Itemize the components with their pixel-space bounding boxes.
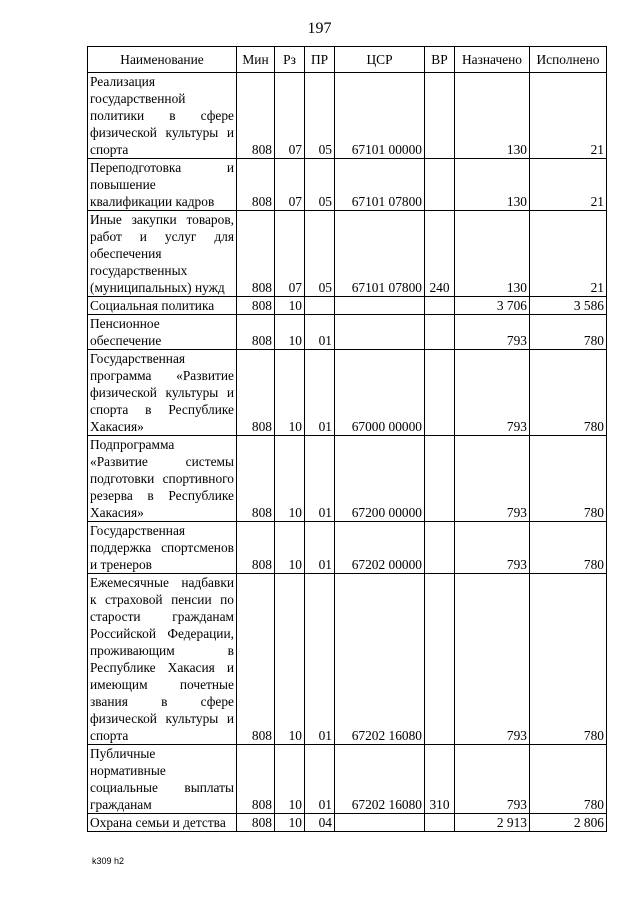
- row-csr: 67000 00000: [335, 350, 425, 436]
- row-vr: [425, 297, 455, 315]
- table-row: [88, 315, 607, 350]
- row-vr: [425, 350, 455, 436]
- row-assigned: 793: [455, 350, 530, 436]
- row-name: Государственная поддержка спортсменов и тренеров: [88, 522, 237, 574]
- row-min: 808: [237, 315, 275, 350]
- row-assigned: 130: [455, 73, 530, 159]
- row-executed: 780: [530, 522, 607, 574]
- row-vr: [425, 814, 455, 832]
- row-pr: 01: [305, 315, 335, 350]
- row-vr: [425, 574, 455, 745]
- row-csr: [335, 297, 425, 315]
- row-vr: 240: [425, 211, 455, 297]
- row-min: 808: [237, 159, 275, 211]
- row-name: Пенсионное обеспечение: [88, 315, 237, 350]
- row-name: Реализация государственной политики в сфере физической культуры и спорта: [88, 73, 237, 159]
- table-row: [88, 814, 607, 832]
- row-rz: 10: [275, 436, 305, 522]
- row-csr: 67200 00000: [335, 436, 425, 522]
- row-assigned: 2 913: [455, 814, 530, 832]
- row-csr: 67101 07800: [335, 211, 425, 297]
- header-name: Наименование: [88, 47, 237, 73]
- row-executed: 780: [530, 745, 607, 814]
- row-executed: 21: [530, 73, 607, 159]
- row-assigned: 793: [455, 436, 530, 522]
- footer-code: k309 h2: [92, 856, 125, 866]
- row-min: 808: [237, 350, 275, 436]
- budget-table: [87, 46, 607, 832]
- row-rz: 07: [275, 73, 305, 159]
- row-executed: 3 586: [530, 297, 607, 315]
- row-name: Подпрограмма «Развитие системы подготовки спортивного резерва в Республике Хакасия»: [88, 436, 237, 522]
- header-min: Мин: [237, 47, 275, 73]
- row-name: Социальная политика: [88, 297, 237, 315]
- row-pr: 04: [305, 814, 335, 832]
- row-name: Охрана семьи и детства: [88, 814, 237, 832]
- table-row: [88, 73, 607, 159]
- row-pr: 01: [305, 522, 335, 574]
- header-assigned: Назначено: [455, 47, 530, 73]
- row-assigned: 793: [455, 574, 530, 745]
- row-assigned: 793: [455, 745, 530, 814]
- row-name: Ежемесячные надбавки к страховой пенсии по старости гражданам Российской Федерации, проживающим в Республике Хакасия и имеющим почетные звания в сфере физической культуры и спорта: [88, 574, 237, 745]
- table-header-row: [88, 47, 607, 73]
- row-csr: 67202 16080: [335, 745, 425, 814]
- row-vr: [425, 159, 455, 211]
- row-vr: [425, 73, 455, 159]
- row-pr: 01: [305, 350, 335, 436]
- row-executed: 21: [530, 211, 607, 297]
- table-row: [88, 211, 607, 297]
- row-vr: [425, 315, 455, 350]
- table-row: [88, 745, 607, 814]
- table-row: [88, 350, 607, 436]
- row-assigned: 793: [455, 522, 530, 574]
- row-csr: 67202 00000: [335, 522, 425, 574]
- row-rz: 07: [275, 159, 305, 211]
- row-pr: 05: [305, 73, 335, 159]
- row-name: Переподготовка и повышение квалификации кадров: [88, 159, 237, 211]
- row-assigned: 3 706: [455, 297, 530, 315]
- row-pr: [305, 297, 335, 315]
- row-assigned: 130: [455, 211, 530, 297]
- row-rz: 10: [275, 297, 305, 315]
- row-csr: 67202 16080: [335, 574, 425, 745]
- row-executed: 780: [530, 315, 607, 350]
- row-rz: 10: [275, 745, 305, 814]
- row-name: Государственная программа «Развитие физической культуры и спорта в Республике Хакасия»: [88, 350, 237, 436]
- row-vr: [425, 436, 455, 522]
- row-executed: 2 806: [530, 814, 607, 832]
- row-rz: 10: [275, 574, 305, 745]
- row-csr: 67101 07800: [335, 159, 425, 211]
- row-csr: [335, 814, 425, 832]
- row-rz: 07: [275, 211, 305, 297]
- row-min: 808: [237, 73, 275, 159]
- row-min: 808: [237, 522, 275, 574]
- row-pr: 01: [305, 745, 335, 814]
- row-pr: 01: [305, 574, 335, 745]
- row-assigned: 793: [455, 315, 530, 350]
- row-min: 808: [237, 814, 275, 832]
- row-min: 808: [237, 211, 275, 297]
- row-rz: 10: [275, 814, 305, 832]
- row-min: 808: [237, 745, 275, 814]
- table-row: [88, 522, 607, 574]
- row-pr: 05: [305, 211, 335, 297]
- table-row: [88, 436, 607, 522]
- row-rz: 10: [275, 315, 305, 350]
- row-min: 808: [237, 574, 275, 745]
- row-executed: 780: [530, 574, 607, 745]
- row-executed: 780: [530, 436, 607, 522]
- row-pr: 01: [305, 436, 335, 522]
- row-rz: 10: [275, 350, 305, 436]
- header-executed: Исполнено: [530, 47, 607, 73]
- row-min: 808: [237, 436, 275, 522]
- row-pr: 05: [305, 159, 335, 211]
- row-csr: [335, 315, 425, 350]
- row-executed: 21: [530, 159, 607, 211]
- table-row: [88, 574, 607, 745]
- row-vr: [425, 522, 455, 574]
- page-number: 197: [307, 20, 332, 37]
- row-min: 808: [237, 297, 275, 315]
- header-pr: ПР: [305, 47, 335, 73]
- row-rz: 10: [275, 522, 305, 574]
- row-name: Иные закупки товаров, работ и услуг для обеспечения государственных (муниципальных) нужд: [88, 211, 237, 297]
- row-name: Публичные нормативные социальные выплаты гражданам: [88, 745, 237, 814]
- header-vr: ВР: [425, 47, 455, 73]
- row-executed: 780: [530, 350, 607, 436]
- row-vr: 310: [425, 745, 455, 814]
- row-csr: 67101 00000: [335, 73, 425, 159]
- row-assigned: 130: [455, 159, 530, 211]
- header-rz: Рз: [275, 47, 305, 73]
- table-row: [88, 297, 607, 315]
- header-csr: ЦСР: [335, 47, 425, 73]
- table-row: [88, 159, 607, 211]
